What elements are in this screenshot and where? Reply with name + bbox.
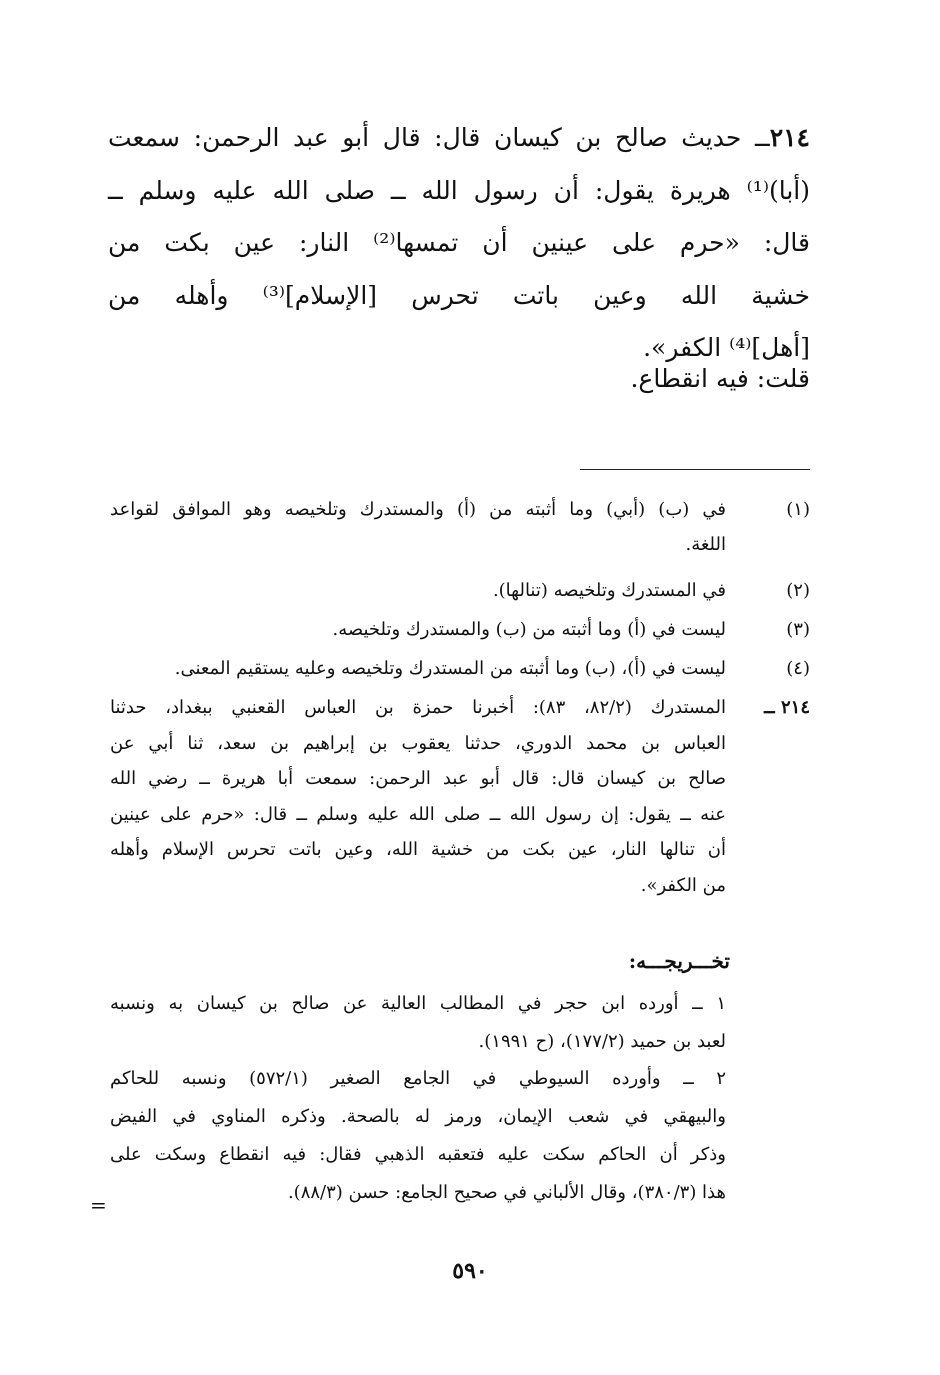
takhrij-line: ٢ ــ وأورده السيوطي في الجامع الصغير (٥٧٢/١) ونسبه للحاكم <box>110 1068 726 1090</box>
takhrij-line: وذكر أن الحاكم سكت عليه فتعقبه الذهبي فقال: فيه انقطاع وسكت على <box>110 1143 726 1165</box>
hadith-line: قال: «حرم على عينين أن تمسها⁽²⁾ النار: عين بكت من <box>108 228 811 257</box>
page-number: ٥٩٠ <box>452 1258 488 1284</box>
takhrij-line: ١ ــ أورده ابن حجر في المطالب العالية عن صالح بن كيسان به ونسبه <box>110 993 726 1014</box>
footnote-text: ليست في (أ)، (ب) وما أثبته من المستدرك وتلخيصه وعليه يستقيم المعنى. <box>174 658 726 679</box>
footnote-number: (٣) <box>786 619 810 640</box>
source-citation <box>110 690 810 904</box>
footnote-text: في (ب) (أبي) وما أثبته من (أ) والمستدرك وتلخيصه وهو الموافق لقواعد <box>110 499 726 520</box>
hadith-line: خشية الله وعين باتت تحرس [الإسلام]⁽³⁾ وأهله من <box>108 280 810 310</box>
source-number: ٢١٤ ــ <box>764 697 810 718</box>
hadith-text <box>108 112 810 375</box>
footnote-divider <box>580 469 810 470</box>
hadith-comment: قلت: فيه انقطاع. <box>630 364 810 393</box>
source-line: صالح بن كيسان قال: قال أبو عبد الرحمن: سمعت أبا هريرة ــ رضي الله <box>110 768 726 790</box>
source-line: عنه ــ يقول: إن رسول الله ــ صلى الله عليه وسلم ــ قال: «حرم على عينين <box>110 803 726 825</box>
takhrij-line: هذا (٣٨٠/٣)، وقال الألباني في صحيح الجامع: حسن (٨٨/٣). <box>287 1181 726 1203</box>
source-line: المستدرك (٨٢/٢، ٨٣): أخبرنا حمزة بن العباس القعنبي ببغداد، حدثنا <box>110 697 726 718</box>
takhrij-line: لعبد بن حميد (١٧٧/٢)، (ح ١٩٩١). <box>478 1030 726 1052</box>
hadith-line: [أهل]⁽⁴⁾ الكفر». <box>643 333 810 362</box>
footnote <box>110 492 810 562</box>
source-line: من الكفر». <box>640 874 726 896</box>
footnote <box>110 573 810 608</box>
source-line: العباس بن محمد الدوري، حدثنا يعقوب بن إبراهيم بن سعد، ثنا أبي عن <box>110 732 726 754</box>
footnote <box>110 651 810 686</box>
takhrij-line: والبيهقي في شعب الإيمان، ورمز له بالصحة. وذكره المناوي في الفيض <box>110 1106 726 1128</box>
footnote-number: (٢) <box>786 580 810 601</box>
hadith-line: (أبا)⁽¹⁾ هريرة يقول: أن رسول الله ــ صلى الله عليه وسلم ــ <box>108 175 810 205</box>
hadith-line: ٢١٤ــ حديث صالح بن كيسان قال: قال أبو عبد الرحمن: سمعت <box>108 123 810 152</box>
takhrij-text <box>110 985 726 1211</box>
footnote-number: (٤) <box>786 658 810 679</box>
footnote-text: اللغة. <box>685 534 726 555</box>
footnote-text: في المستدرك وتلخيصه (تنالها). <box>492 580 726 601</box>
takhrij-heading: تخـــريجـــه: <box>628 949 730 973</box>
hadith-number: ٢١٤ <box>769 123 810 152</box>
source-line: أن تنالها النار، عين بكت من خشية الله، وعين باتت تحرس الإسلام وأهله <box>110 839 726 861</box>
footnote-number: (١) <box>786 499 810 520</box>
footnote <box>110 612 810 647</box>
continuation-mark: = <box>90 1193 107 1217</box>
footnote-text: ليست في (أ) وما أثبته من (ب) والمستدرك وتلخيصه. <box>332 619 726 640</box>
